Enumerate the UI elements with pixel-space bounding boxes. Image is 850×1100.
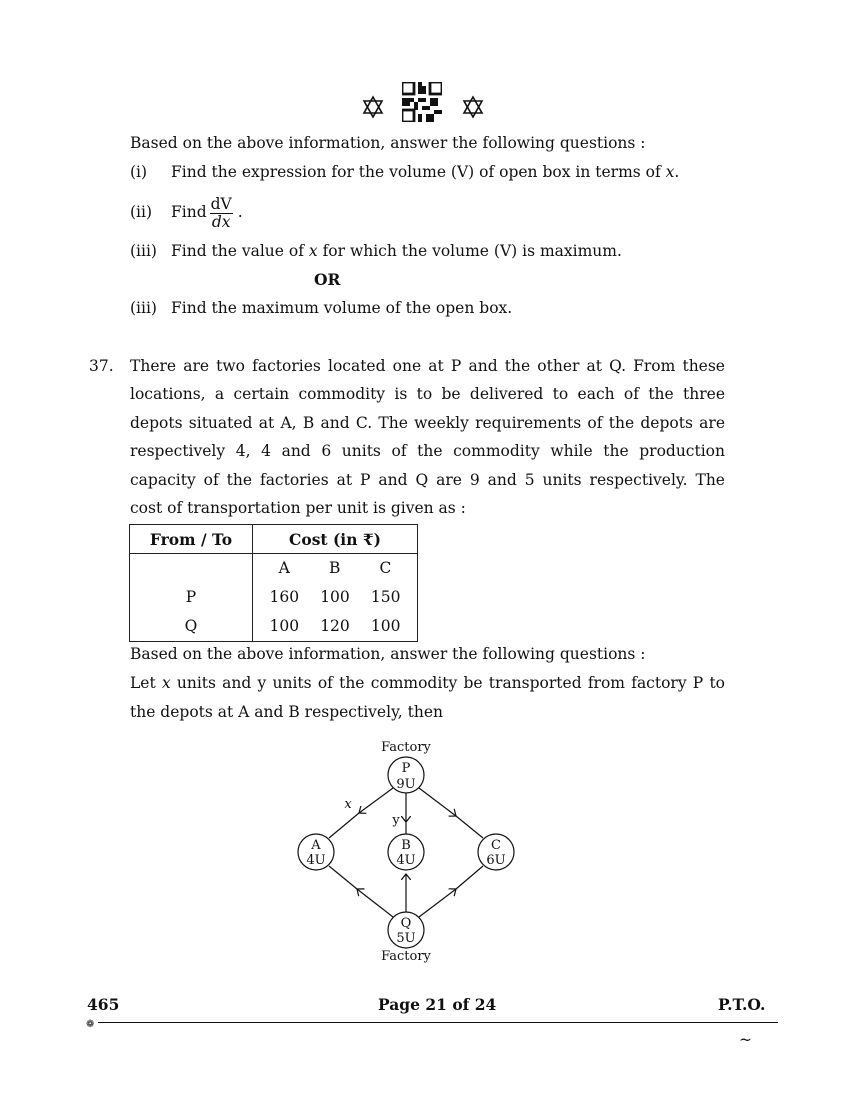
footer-divider [98,1022,778,1023]
node-a-requirement: 4U [306,853,326,868]
star-of-david-icon [362,95,384,119]
tilde-mark: ~ [739,1031,752,1049]
node-b-requirement: 4U [396,853,416,868]
cell: 100 [370,617,401,635]
edge-p-c [419,788,456,816]
column-headers [253,554,417,583]
item-text: Find the value of [171,242,309,260]
q37-line: depots situated at A, B and C. The weekly requirements of the depots are [130,414,725,432]
edge-label-y: y [392,813,400,828]
text: units and y units of the commodity be transported from factory P to [170,674,725,692]
variable: x [665,163,675,181]
variable: x [308,242,318,260]
question-ii [130,192,243,232]
edge-q-a [357,889,393,917]
cost-table [129,524,418,642]
cell: 160 [269,588,300,606]
text: Let [130,674,162,692]
cell: 120 [320,617,350,635]
q37-prompt: Based on the above information, answer the following questions : [130,645,646,663]
item-text: Find the expression for the volume (V) of open box in terms of [171,163,666,181]
qr-code-icon [402,82,442,122]
table-row [253,612,417,641]
item-number: (iii) [130,242,157,260]
derivative-fraction [210,196,233,231]
q37-line: locations, a certain commodity is to be delivered to each of the three [130,385,725,403]
item-number: (iii) [130,299,157,317]
flower-icon: ❁ [86,1019,95,1030]
node-q-name: Q [400,916,412,931]
col-b: B [328,559,341,577]
item-text: for which the volume (V) is maximum. [317,242,622,260]
star-of-david-icon [462,95,484,119]
q37-line: There are two factories located one at P and the other at Q. From these [130,357,725,375]
item-text: Find [171,203,207,221]
item-text: Find the maximum volume of the open box. [171,299,513,317]
paper-code: 465 [87,995,120,1014]
from-column [130,554,253,642]
label-factory-bottom: Factory [381,949,431,964]
variable: x [161,674,171,692]
node-p-capacity: 9U [396,777,416,792]
cell: 100 [320,588,350,606]
col-c: C [379,559,392,577]
node-b-name: B [401,838,411,853]
cell: 100 [269,617,300,635]
col-a: A [278,559,290,577]
item-text: . [674,163,680,181]
table-row [253,583,417,612]
q37-let-line: the depots at A and B respectively, then [130,703,443,721]
punct: . [237,203,243,221]
node-q-capacity: 5U [396,931,416,946]
node-c-name: C [491,838,501,853]
transport-diagram [290,730,530,970]
edge-label-x: x [344,797,352,812]
header-cost: Cost (in ₹) [253,525,418,554]
row-label-q: Q [184,617,198,635]
header-from-to: From / To [130,525,253,554]
edge-q-c [419,889,456,917]
node-a-name: A [311,838,321,853]
row-label-p: P [185,588,197,606]
edge-p-a [359,788,393,813]
denominator: dx [211,212,231,231]
q37-line: cost of transportation per unit is given as : [130,499,466,517]
cost-values [253,554,418,642]
item-number: (i) [130,163,148,181]
cell: 150 [370,588,401,606]
numerator: dV [210,194,232,213]
or-label: OR [314,270,341,289]
intro-prompt: Based on the above information, answer the following questions : [130,134,646,152]
label-factory-top: Factory [381,740,431,755]
question-number: 37. [89,357,114,375]
q37-line: respectively 4, 4 and 6 units of the commodity while the production [130,442,725,460]
node-c-requirement: 6U [486,853,506,868]
q37-let-line [130,673,725,693]
question-iii-alt [130,298,513,318]
pto-label: P.T.O. [718,995,766,1014]
item-number: (ii) [130,203,153,221]
q37-line: capacity of the factories at P and Q are 9 and 5 units respectively. The [130,471,725,489]
question-iii [130,241,622,261]
page-number: Page 21 of 24 [378,995,497,1014]
node-p-name: P [401,761,411,776]
question-i [130,162,680,182]
